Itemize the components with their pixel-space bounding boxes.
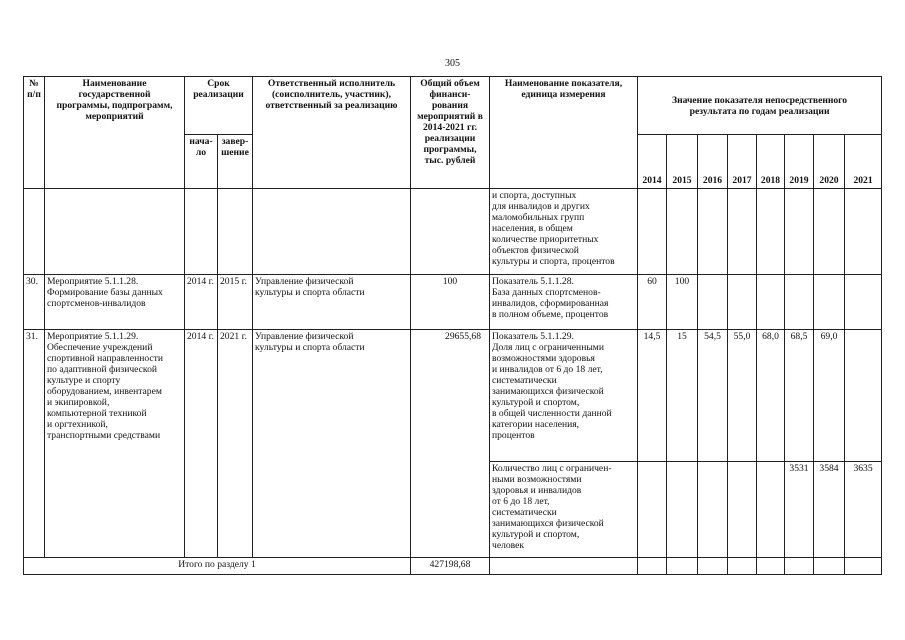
table-row <box>24 330 882 462</box>
empty-cell <box>490 558 638 575</box>
row-value <box>728 189 757 275</box>
row-executor <box>253 189 411 275</box>
program-table <box>23 76 882 575</box>
empty-cell <box>638 558 667 575</box>
row-value: 3635 <box>845 462 882 558</box>
row-value <box>845 275 882 330</box>
year-2017: 2017 <box>728 135 757 189</box>
empty-cell <box>785 558 814 575</box>
total-row <box>24 558 882 575</box>
header-executor: Ответственный исполнитель (соисполнитель, участник), ответственный за реализацию <box>253 77 411 189</box>
page-number: 305 <box>445 58 460 69</box>
row-value <box>757 275 785 330</box>
row-value <box>638 189 667 275</box>
row-value: 55,0 <box>728 330 757 462</box>
row-indicator: и спорта, доступных для инвалидов и других маломобильных групп населения, в общем количестве приоритетных объектов физической культуры и спорта, процентов <box>490 189 638 275</box>
empty-cell <box>814 558 845 575</box>
table-row <box>24 189 882 275</box>
row-num: 31. <box>24 330 45 558</box>
year-2020: 2020 <box>814 135 845 189</box>
row-value: 3531 <box>785 462 814 558</box>
row-volume: 100 <box>411 275 490 330</box>
row-start: 2014 г. <box>185 330 218 558</box>
row-indicator: Количество лиц с ограничен- ными возможностями здоровья и инвалидов от 6 до 18 лет, систематически занимающихся физической культурой и спортом, человек <box>490 462 638 558</box>
row-executor: Управление физической культуры и спорта области <box>253 330 411 558</box>
year-2015: 2015 <box>667 135 698 189</box>
row-value <box>757 462 785 558</box>
row-end: 2021 г. <box>218 330 253 558</box>
row-value: 69,0 <box>814 330 845 462</box>
empty-cell <box>728 558 757 575</box>
year-2014: 2014 <box>638 135 667 189</box>
table-row <box>24 275 882 330</box>
row-value <box>667 462 698 558</box>
row-name: Мероприятие 5.1.1.28. Формирование базы данных спортсменов-инвалидов <box>45 275 185 330</box>
row-value <box>638 462 667 558</box>
row-num <box>24 189 45 275</box>
total-volume: 427198,68 <box>411 558 490 575</box>
row-name <box>45 189 185 275</box>
row-value <box>667 189 698 275</box>
row-value <box>814 189 845 275</box>
row-value <box>785 189 814 275</box>
header-end: завер- шение <box>218 135 253 189</box>
year-2019: 2019 <box>785 135 814 189</box>
row-value <box>845 330 882 462</box>
header-term: Срок реализации <box>185 77 253 135</box>
header-values: Значение показателя непосредственного результата по годам реализации <box>638 77 882 135</box>
year-2016: 2016 <box>698 135 728 189</box>
row-value: 3584 <box>814 462 845 558</box>
header-num: № п/п <box>24 77 45 189</box>
empty-cell <box>845 558 882 575</box>
row-value: 60 <box>638 275 667 330</box>
empty-cell <box>698 558 728 575</box>
row-value <box>814 275 845 330</box>
row-end <box>218 189 253 275</box>
row-volume: 29655,68 <box>411 330 490 558</box>
header-name: Наименование государственной программы, подпрограмм, мероприятий <box>45 77 185 189</box>
row-value: 54,5 <box>698 330 728 462</box>
row-start: 2014 г. <box>185 275 218 330</box>
row-name: Мероприятие 5.1.1.29. Обеспечение учреждений спортивной направленности по адаптивной физической культуре и спорту оборудованием, инвентарем и экипировкой, компьютерной техникой и оргтехникой, транспортными средствами <box>45 330 185 558</box>
row-value <box>728 275 757 330</box>
row-volume <box>411 189 490 275</box>
row-value: 15 <box>667 330 698 462</box>
row-value: 68,5 <box>785 330 814 462</box>
row-value <box>757 189 785 275</box>
row-indicator: Показатель 5.1.1.28. База данных спортсменов- инвалидов, сформированная в полном объеме, процентов <box>490 275 638 330</box>
header-start: нача- ло <box>185 135 218 189</box>
row-value <box>785 275 814 330</box>
row-value: 100 <box>667 275 698 330</box>
header-volume: Общий объем финанси- рования мероприятий в 2014-2021 гг. реализации программы, тыс. рублей <box>411 77 490 189</box>
row-value <box>698 275 728 330</box>
header-indicator: Наименование показателя, единица измерения <box>490 77 638 189</box>
row-value <box>698 462 728 558</box>
row-value <box>728 462 757 558</box>
row-end: 2015 г. <box>218 275 253 330</box>
row-value <box>698 189 728 275</box>
empty-cell <box>757 558 785 575</box>
row-value <box>845 189 882 275</box>
year-2018: 2018 <box>757 135 785 189</box>
row-indicator: Показатель 5.1.1.29. Доля лиц с ограниченными возможностями здоровья и инвалидов от 6 до 18 лет, систематически занимающихся физической культурой и спортом, в общей численности данной категории населения, процентов <box>490 330 638 462</box>
empty-cell <box>667 558 698 575</box>
row-start <box>185 189 218 275</box>
total-label: Итого по разделу 1 <box>24 558 411 575</box>
year-2021: 2021 <box>845 135 882 189</box>
row-value: 14,5 <box>638 330 667 462</box>
row-num: 30. <box>24 275 45 330</box>
row-value: 68,0 <box>757 330 785 462</box>
row-executor: Управление физической культуры и спорта области <box>253 275 411 330</box>
